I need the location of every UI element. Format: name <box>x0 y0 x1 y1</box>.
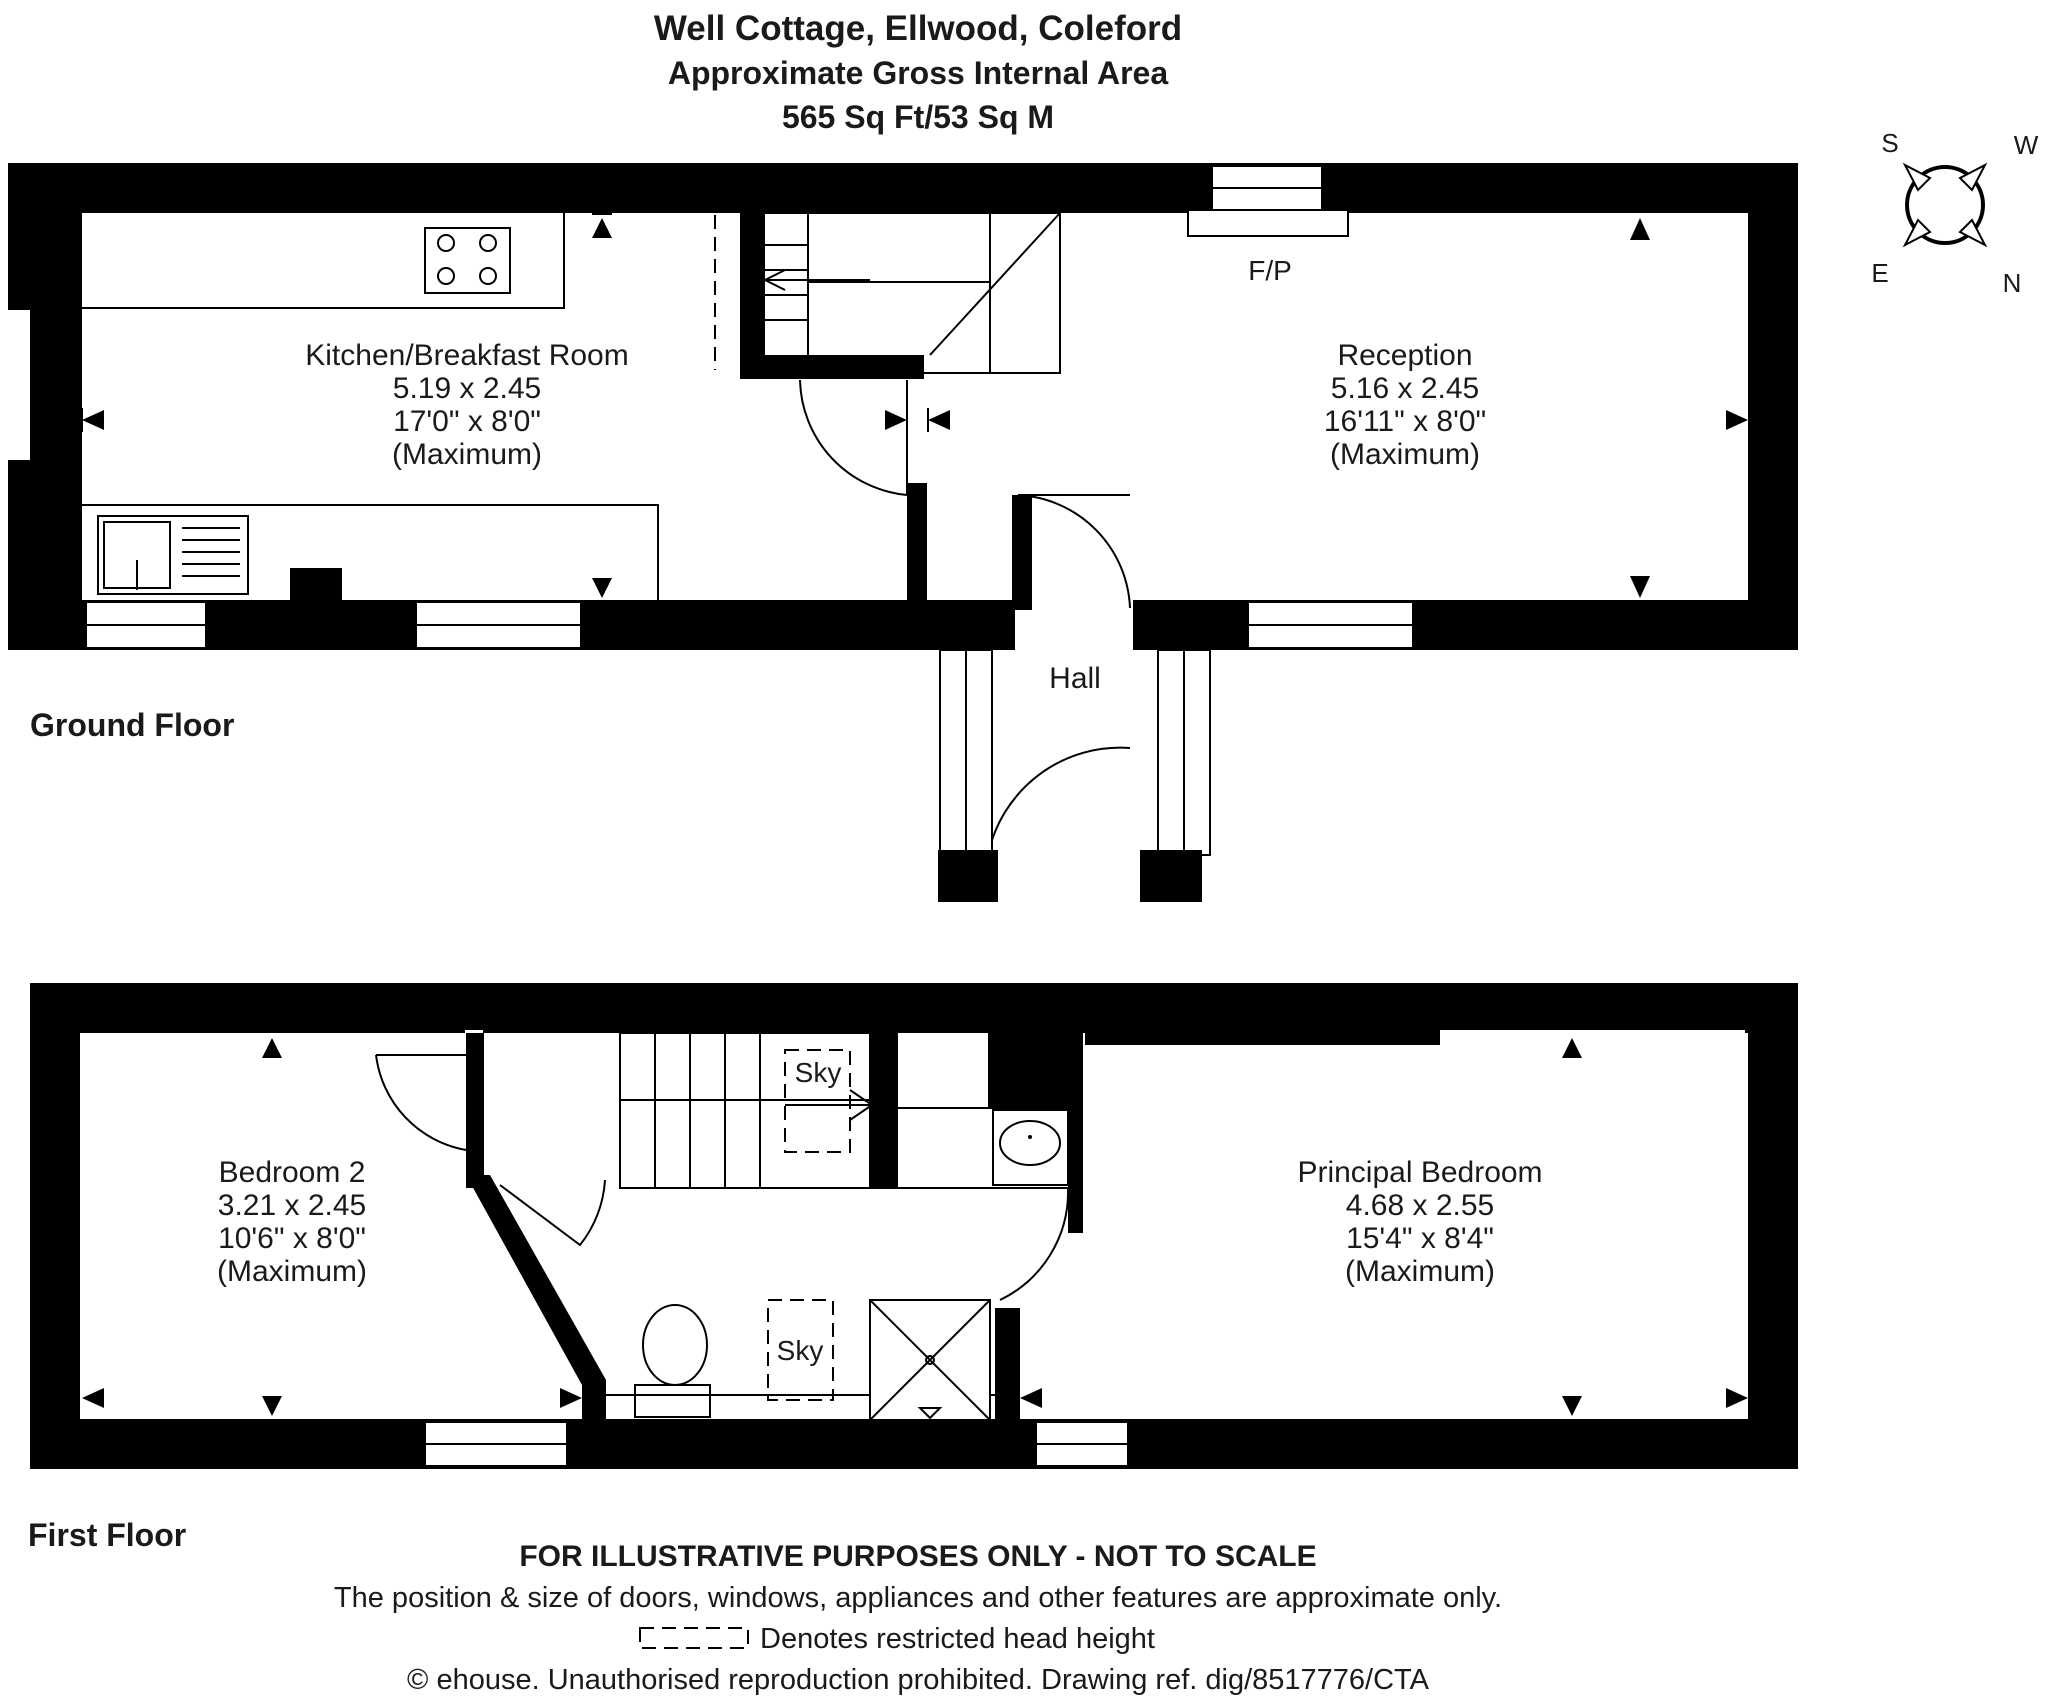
toilet-icon <box>635 1305 710 1417</box>
reception-imperial: 16'11" x 8'0" <box>1323 405 1487 438</box>
hall-area <box>918 610 1210 902</box>
ground-floor-title: Ground Floor <box>30 707 235 743</box>
bedroom2-imperial: 10'6" x 8'0" <box>218 1222 366 1255</box>
kitchen-note: (Maximum) <box>392 438 542 471</box>
compass-label-e: E <box>1871 258 1889 288</box>
first-right-wall <box>1748 983 1798 1469</box>
fireplace-icon <box>1188 210 1348 236</box>
property-title: Well Cottage, Ellwood, Coleford <box>653 9 1183 48</box>
kitchen-label <box>305 339 628 471</box>
fireplace-label: F/P <box>1248 255 1292 286</box>
position-note-text: The position & size of doors, windows, appliances and other features are approximate only. <box>333 1582 1503 1614</box>
hall-label: Hall <box>1049 662 1101 695</box>
ground-bottom-wall-right <box>1133 600 1798 650</box>
compass-label-w: W <box>2013 130 2039 160</box>
kitchen-metric: 5.19 x 2.45 <box>392 372 542 405</box>
stair-wall-left <box>740 213 764 373</box>
first-bottom-wall <box>30 1419 1798 1469</box>
area-label: Approximate Gross Internal Area <box>667 55 1169 91</box>
basin-icon <box>993 1110 1068 1185</box>
principal-bedroom-label <box>1297 1156 1542 1288</box>
ground-right-wall <box>1748 163 1798 650</box>
first-left-wall <box>30 983 80 1469</box>
principal-bedroom-name: Principal Bedroom <box>1297 1156 1543 1189</box>
first-top-wall <box>30 983 1798 1033</box>
skylight-label-bottom: Sky <box>776 1335 824 1366</box>
ground-top-wall <box>8 163 1798 213</box>
principal-bedroom-imperial: 15'4" x 8'4" <box>1346 1222 1494 1255</box>
copyright-text: © ehouse. Unauthorised reproduction prohibited. Drawing ref. dig/8517776/CTA <box>407 1664 1429 1696</box>
ground-floor-plan <box>8 163 1798 902</box>
kitchen-imperial: 17'0" x 8'0" <box>393 405 541 438</box>
bedroom2-name: Bedroom 2 <box>218 1156 366 1189</box>
disclaimer-text: FOR ILLUSTRATIVE PURPOSES ONLY - NOT TO SCALE <box>519 1540 1317 1573</box>
sink-icon <box>98 516 248 594</box>
stair-wall-bottom <box>740 355 924 379</box>
hob-icon <box>425 228 510 293</box>
ground-staircase <box>764 213 1060 373</box>
shower-icon <box>870 1300 990 1420</box>
compass-icon <box>1871 128 2038 298</box>
kitchen-wall-recess <box>8 310 30 460</box>
legend-text: Denotes restricted head height <box>760 1623 1155 1655</box>
principal-left-wall <box>1068 1033 1083 1233</box>
principal-bedroom-metric: 4.68 x 2.55 <box>1345 1189 1495 1222</box>
reception-note: (Maximum) <box>1330 438 1480 471</box>
reception-name: Reception <box>1337 339 1473 372</box>
reception-label <box>1324 339 1486 471</box>
compass-label-n: N <box>2002 268 2022 298</box>
area-value: 565 Sq Ft/53 Sq M <box>781 99 1055 135</box>
hall-wall-mid <box>1012 495 1032 610</box>
compass-label-s: S <box>1881 128 1899 158</box>
reception-metric: 5.16 x 2.45 <box>1330 372 1480 405</box>
principal-bedroom-note: (Maximum) <box>1345 1255 1495 1288</box>
first-floor-title: First Floor <box>28 1517 187 1553</box>
bedroom2-note: (Maximum) <box>217 1255 367 1288</box>
hall-wall-left <box>907 483 927 603</box>
skylight-label-top: Sky <box>794 1057 842 1088</box>
bedroom2-wall-top <box>466 1033 484 1188</box>
restricted-head-height-legend <box>640 1623 1155 1655</box>
stair-shaft-wall <box>870 1033 898 1188</box>
kitchen-name: Kitchen/Breakfast Room <box>305 339 629 372</box>
bedroom2-metric: 3.21 x 2.45 <box>217 1189 367 1222</box>
shower-side-wall <box>995 1308 1020 1422</box>
kitchen-chimney-block <box>290 568 342 602</box>
bedroom2-label <box>217 1156 367 1288</box>
